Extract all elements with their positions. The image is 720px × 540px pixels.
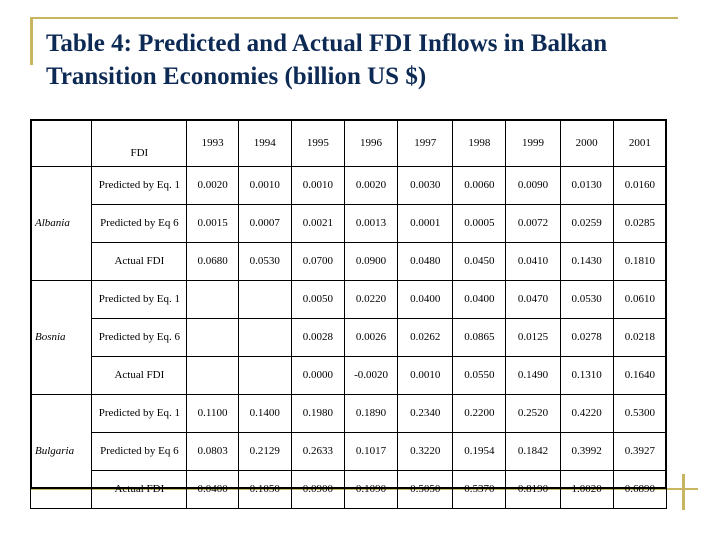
value-cell: 0.0010 (238, 167, 291, 205)
value-cell: 0.0530 (560, 281, 613, 319)
value-cell: 0.6890 (613, 471, 666, 509)
value-cell (238, 281, 291, 319)
left-decorative-bar (30, 17, 33, 65)
value-cell: 0.0259 (560, 205, 613, 243)
table-row (31, 395, 667, 433)
value-cell: 0.1890 (344, 395, 397, 433)
value-cell: 0.1490 (506, 357, 560, 395)
year-header: 1995 (291, 120, 344, 167)
table-row (31, 357, 667, 395)
row-label: Predicted by Eq 6 (92, 433, 187, 471)
value-cell: 0.0480 (398, 243, 453, 281)
value-cell: 0.2129 (238, 433, 291, 471)
value-cell: 0.3992 (560, 433, 613, 471)
value-cell: 0.0005 (453, 205, 506, 243)
value-cell: 0.0160 (613, 167, 666, 205)
row-label: Actual FDI (92, 357, 187, 395)
value-cell: 0.0021 (291, 205, 344, 243)
table-row (31, 433, 667, 471)
row-label: Actual FDI (92, 471, 187, 509)
value-cell: 0.0030 (398, 167, 453, 205)
value-cell: 0.0050 (291, 281, 344, 319)
value-cell: 0.0680 (187, 243, 238, 281)
value-cell: 0.0610 (613, 281, 666, 319)
value-cell (238, 357, 291, 395)
value-cell: 0.1100 (187, 395, 238, 433)
value-cell: 0.0130 (560, 167, 613, 205)
row-label: Predicted by Eq. 1 (92, 395, 187, 433)
value-cell (238, 319, 291, 357)
value-cell: 0.0010 (398, 357, 453, 395)
value-cell: 0.1842 (506, 433, 560, 471)
header-empty-cell (31, 120, 92, 167)
row-label: Predicted by Eq. 1 (92, 281, 187, 319)
slide-title-line-2: Transition Economies (billion US $) (46, 63, 427, 90)
slide-title-line-1: Table 4: Predicted and Actual FDI Inflows in Balkan (46, 30, 608, 57)
row-label: Predicted by Eq 6 (92, 205, 187, 243)
value-cell: 0.0865 (453, 319, 506, 357)
value-cell: 0.0450 (453, 243, 506, 281)
value-cell: 0.2340 (398, 395, 453, 433)
value-cell: 0.0010 (291, 167, 344, 205)
table-row (31, 205, 667, 243)
value-cell: 0.8190 (506, 471, 560, 509)
fdi-table (30, 119, 667, 509)
value-cell: 0.0900 (344, 243, 397, 281)
value-cell: 0.1980 (291, 395, 344, 433)
value-cell: 0.4220 (560, 395, 613, 433)
value-cell: 0.0470 (506, 281, 560, 319)
value-cell: 0.0803 (187, 433, 238, 471)
top-decorative-rule (30, 17, 678, 19)
value-cell: 0.0020 (344, 167, 397, 205)
value-cell: 0.0000 (291, 357, 344, 395)
value-cell: 0.1017 (344, 433, 397, 471)
value-cell: 0.0015 (187, 205, 238, 243)
row-label: Actual FDI (92, 243, 187, 281)
header-row (31, 120, 667, 167)
country-name: Bulgaria (31, 395, 92, 509)
value-cell: 0.0090 (506, 167, 560, 205)
year-header: 1993 (187, 120, 238, 167)
value-cell: 0.0028 (291, 319, 344, 357)
value-cell: 0.0400 (187, 471, 238, 509)
value-cell: 0.2200 (453, 395, 506, 433)
row-label: Predicted by Eq. 1 (92, 167, 187, 205)
value-cell: 0.0013 (344, 205, 397, 243)
value-cell: 0.5300 (613, 395, 666, 433)
value-cell: 0.2520 (506, 395, 560, 433)
value-cell: 0.1810 (613, 243, 666, 281)
header-fdi-label: FDI (92, 120, 187, 167)
table-row (31, 167, 667, 205)
value-cell: 1.0020 (560, 471, 613, 509)
value-cell: 0.0072 (506, 205, 560, 243)
value-cell: 0.0125 (506, 319, 560, 357)
value-cell: 0.2633 (291, 433, 344, 471)
value-cell: 0.0400 (453, 281, 506, 319)
table-row (31, 319, 667, 357)
value-cell: 0.3927 (613, 433, 666, 471)
table-row (31, 471, 667, 509)
year-header: 1994 (238, 120, 291, 167)
value-cell: 0.1090 (344, 471, 397, 509)
value-cell: -0.0020 (344, 357, 397, 395)
value-cell: 0.0550 (453, 357, 506, 395)
country-name: Albania (31, 167, 92, 281)
value-cell: 0.0026 (344, 319, 397, 357)
value-cell: 0.0900 (291, 471, 344, 509)
year-header: 1997 (398, 120, 453, 167)
year-header: 2001 (613, 120, 666, 167)
value-cell: 0.1050 (238, 471, 291, 509)
value-cell: 0.0700 (291, 243, 344, 281)
year-header: 2000 (560, 120, 613, 167)
value-cell: 0.0020 (187, 167, 238, 205)
fdi-table-body (31, 120, 667, 509)
value-cell: 0.0285 (613, 205, 666, 243)
value-cell: 0.0001 (398, 205, 453, 243)
slide-title (46, 27, 706, 93)
value-cell: 0.0007 (238, 205, 291, 243)
table-row (31, 281, 667, 319)
value-cell: 0.0060 (453, 167, 506, 205)
value-cell: 0.1310 (560, 357, 613, 395)
value-cell: 0.1640 (613, 357, 666, 395)
value-cell: 0.0220 (344, 281, 397, 319)
bottom-decorative-bar (682, 474, 685, 510)
year-header: 1996 (344, 120, 397, 167)
value-cell (187, 357, 238, 395)
year-header: 1998 (453, 120, 506, 167)
value-cell: 0.0262 (398, 319, 453, 357)
row-label: Predicted by Eq. 6 (92, 319, 187, 357)
value-cell: 0.0218 (613, 319, 666, 357)
value-cell (187, 281, 238, 319)
value-cell: 0.0530 (238, 243, 291, 281)
value-cell: 0.0400 (398, 281, 453, 319)
value-cell: 0.1400 (238, 395, 291, 433)
value-cell: 0.3220 (398, 433, 453, 471)
value-cell (187, 319, 238, 357)
value-cell: 0.0410 (506, 243, 560, 281)
country-name: Bosnia (31, 281, 92, 395)
value-cell: 0.1954 (453, 433, 506, 471)
value-cell: 0.0278 (560, 319, 613, 357)
year-header: 1999 (506, 120, 560, 167)
value-cell: 0.1430 (560, 243, 613, 281)
value-cell: 0.5370 (453, 471, 506, 509)
table-row (31, 243, 667, 281)
value-cell: 0.5050 (398, 471, 453, 509)
